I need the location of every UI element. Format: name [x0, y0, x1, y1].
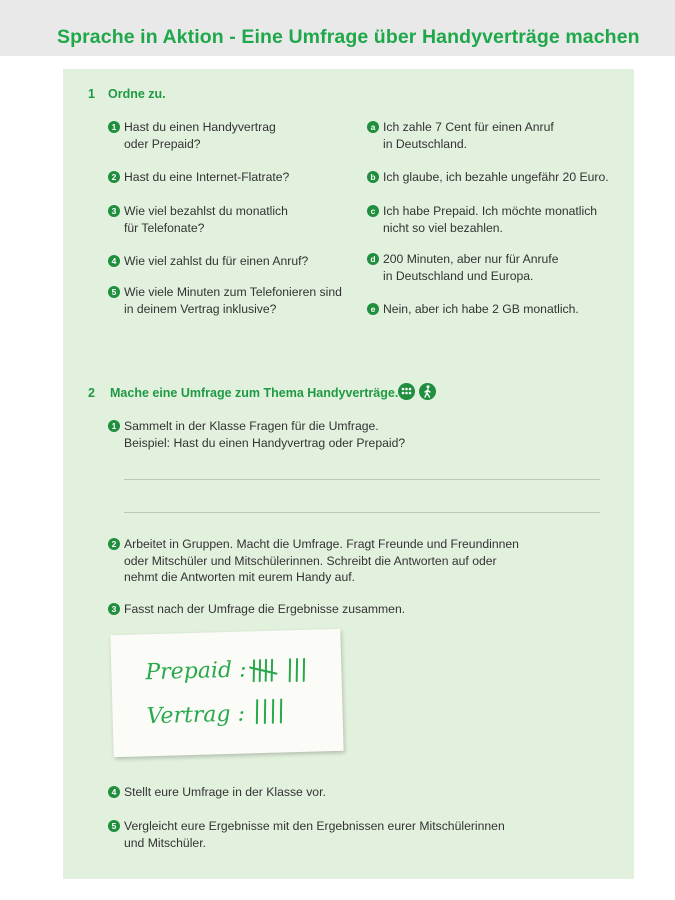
step-item-3 [108, 601, 405, 618]
exercise-panel [63, 69, 634, 879]
answer-line-1[interactable] [124, 479, 600, 480]
step-item-5 [108, 818, 505, 851]
tally-note-card [110, 629, 343, 757]
letter-marker-a: a [367, 121, 379, 133]
answer-c-line-2: nicht so viel bezahlen. [383, 220, 503, 235]
tally-marks-vertrag [252, 694, 303, 729]
question-4-line-1: Wie viel zahlst du für einen Anruf? [124, 254, 309, 268]
exercise-2-title: Mache eine Umfrage zum Thema Handyverträge. [110, 386, 399, 400]
step-2-line-1: Arbeitet in Gruppen. Macht die Umfrage. Fragt Freunde und Freundinnen [124, 537, 519, 551]
step-3-line-1: Fasst nach der Umfrage die Ergebnisse zusammen. [124, 602, 406, 616]
step-item-2 [108, 536, 519, 586]
number-marker-4: 4 [108, 255, 120, 267]
question-item-4 [108, 253, 308, 270]
answer-item-c [367, 203, 597, 236]
answer-a-line-1: Ich zahle 7 Cent für einen Anruf [383, 120, 554, 134]
answer-d-line-1: 200 Minuten, aber nur für Anrufe [383, 252, 559, 266]
page-title: Sprache in Aktion - Eine Umfrage über Handyverträge machen [57, 26, 640, 48]
letter-marker-d: d [367, 253, 379, 265]
letter-marker-c: c [367, 205, 379, 217]
step-marker-2: 2 [108, 538, 120, 550]
number-marker-1: 1 [108, 121, 120, 133]
step-2-line-2: oder Mitschüler und Mitschülerinnen. Schreibt die Antworten auf oder [124, 553, 497, 568]
step-marker-3: 3 [108, 603, 120, 615]
letter-marker-b: b [367, 171, 379, 183]
tally-marks-prepaid [249, 653, 320, 687]
letter-marker-e: e [367, 303, 379, 315]
step-item-1 [108, 418, 405, 451]
question-2-line-1: Hast du eine Internet-Flatrate? [124, 170, 290, 184]
answer-item-d [367, 251, 558, 284]
step-5-line-1: Vergleicht eure Ergebnisse mit den Ergebnissen eurer Mitschülerinnen [124, 819, 505, 833]
number-marker-3: 3 [108, 205, 120, 217]
question-item-3 [108, 203, 288, 236]
question-item-2 [108, 169, 289, 186]
answer-b-line-1: Ich glaube, ich bezahle ungefähr 20 Euro. [383, 170, 609, 184]
walking-person-icon [419, 383, 436, 400]
number-marker-2: 2 [108, 171, 120, 183]
exercise-2-number: 2 [88, 386, 95, 400]
exercise-1-number: 1 [88, 87, 95, 101]
question-1-line-1: Hast du einen Handyvertrag [124, 120, 276, 134]
question-5-line-1: Wie viele Minuten zum Telefonieren sind [124, 285, 342, 299]
answer-item-e [367, 301, 579, 318]
question-1-line-2: oder Prepaid? [124, 136, 201, 151]
step-1-line-1: Sammelt in der Klasse Fragen für die Umfrage. [124, 419, 379, 433]
step-5-line-2: und Mitschüler. [124, 835, 206, 850]
step-marker-4: 4 [108, 786, 120, 798]
answer-c-line-1: Ich habe Prepaid. Ich möchte monatlich [383, 204, 598, 218]
step-2-line-3: nehmt die Antworten mit eurem Handy auf. [124, 570, 356, 584]
question-item-1 [108, 119, 276, 152]
question-3-line-2: für Telefonate? [124, 220, 205, 235]
answer-d-line-2: in Deutschland und Europa. [383, 268, 534, 283]
number-marker-5: 5 [108, 286, 120, 298]
step-4-line-1: Stellt eure Umfrage in der Klasse vor. [124, 785, 326, 799]
step-item-4 [108, 784, 326, 801]
tally-label-prepaid: Prepaid : [145, 657, 247, 686]
answer-item-a [367, 119, 554, 152]
exercise-1-title: Ordne zu. [108, 87, 166, 101]
question-3-line-1: Wie viel bezahlst du monatlich [124, 204, 288, 218]
answer-a-line-2: in Deutschland. [383, 136, 468, 151]
answer-item-b [367, 169, 609, 186]
step-marker-5: 5 [108, 820, 120, 832]
answer-line-2[interactable] [124, 512, 600, 513]
question-5-line-2: in deinem Vertrag inklusive? [124, 301, 277, 316]
question-item-5 [108, 284, 342, 317]
group-work-icon [398, 383, 415, 400]
tally-label-vertrag: Vertrag : [146, 701, 246, 730]
step-1-line-2: Beispiel: Hast du einen Handyvertrag oder Prepaid? [124, 435, 406, 450]
answer-e-line-1: Nein, aber ich habe 2 GB monatlich. [383, 302, 579, 316]
step-marker-1: 1 [108, 420, 120, 432]
